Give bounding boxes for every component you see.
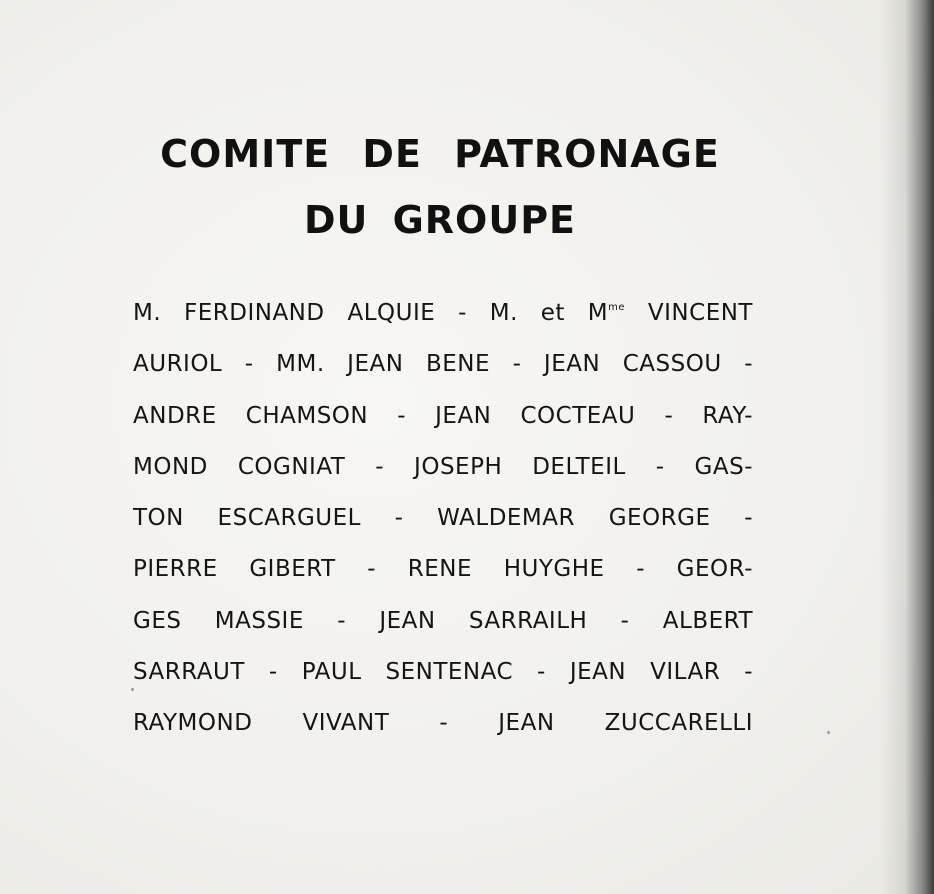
patron-line-2: AURIOL - MM. JEAN BENE - JEAN CASSOU - — [133, 351, 753, 378]
patron-line-4: MOND COGNIAT - JOSEPH DELTEIL - GAS- — [133, 453, 753, 480]
patron-line-9: RAYMOND VIVANT - JEAN ZUCCARELLI — [133, 710, 753, 737]
patron-line-6: PIERRE GIBERT - RENE HUYGHE - GEOR- — [133, 556, 753, 583]
patron-line-5: TON ESCARGUEL - WALDEMAR GEORGE - — [133, 505, 753, 532]
paper-speck — [131, 688, 134, 691]
patron-line-3: ANDRE CHAMSON - JEAN COCTEAU - RAY- — [133, 402, 753, 429]
patron-line-1-superscript: me — [608, 302, 626, 313]
heading-line-2: DU GROUPE — [303, 198, 577, 242]
patron-line-1-start: M. FERDINAND ALQUIE - M. et M — [133, 300, 609, 326]
patron-line-7: GES MASSIE - JEAN SARRAILH - ALBERT — [133, 607, 753, 634]
patron-line-1-end: VINCENT — [625, 300, 753, 326]
patron-list — [133, 288, 753, 750]
patron-line-8: SARRAUT - PAUL SENTENAC - JEAN VILAR - — [133, 659, 753, 686]
paper-speck — [827, 731, 830, 734]
patron-line-1 — [133, 288, 753, 339]
heading-line-1: COMITE DE PATRONAGE — [160, 132, 720, 176]
